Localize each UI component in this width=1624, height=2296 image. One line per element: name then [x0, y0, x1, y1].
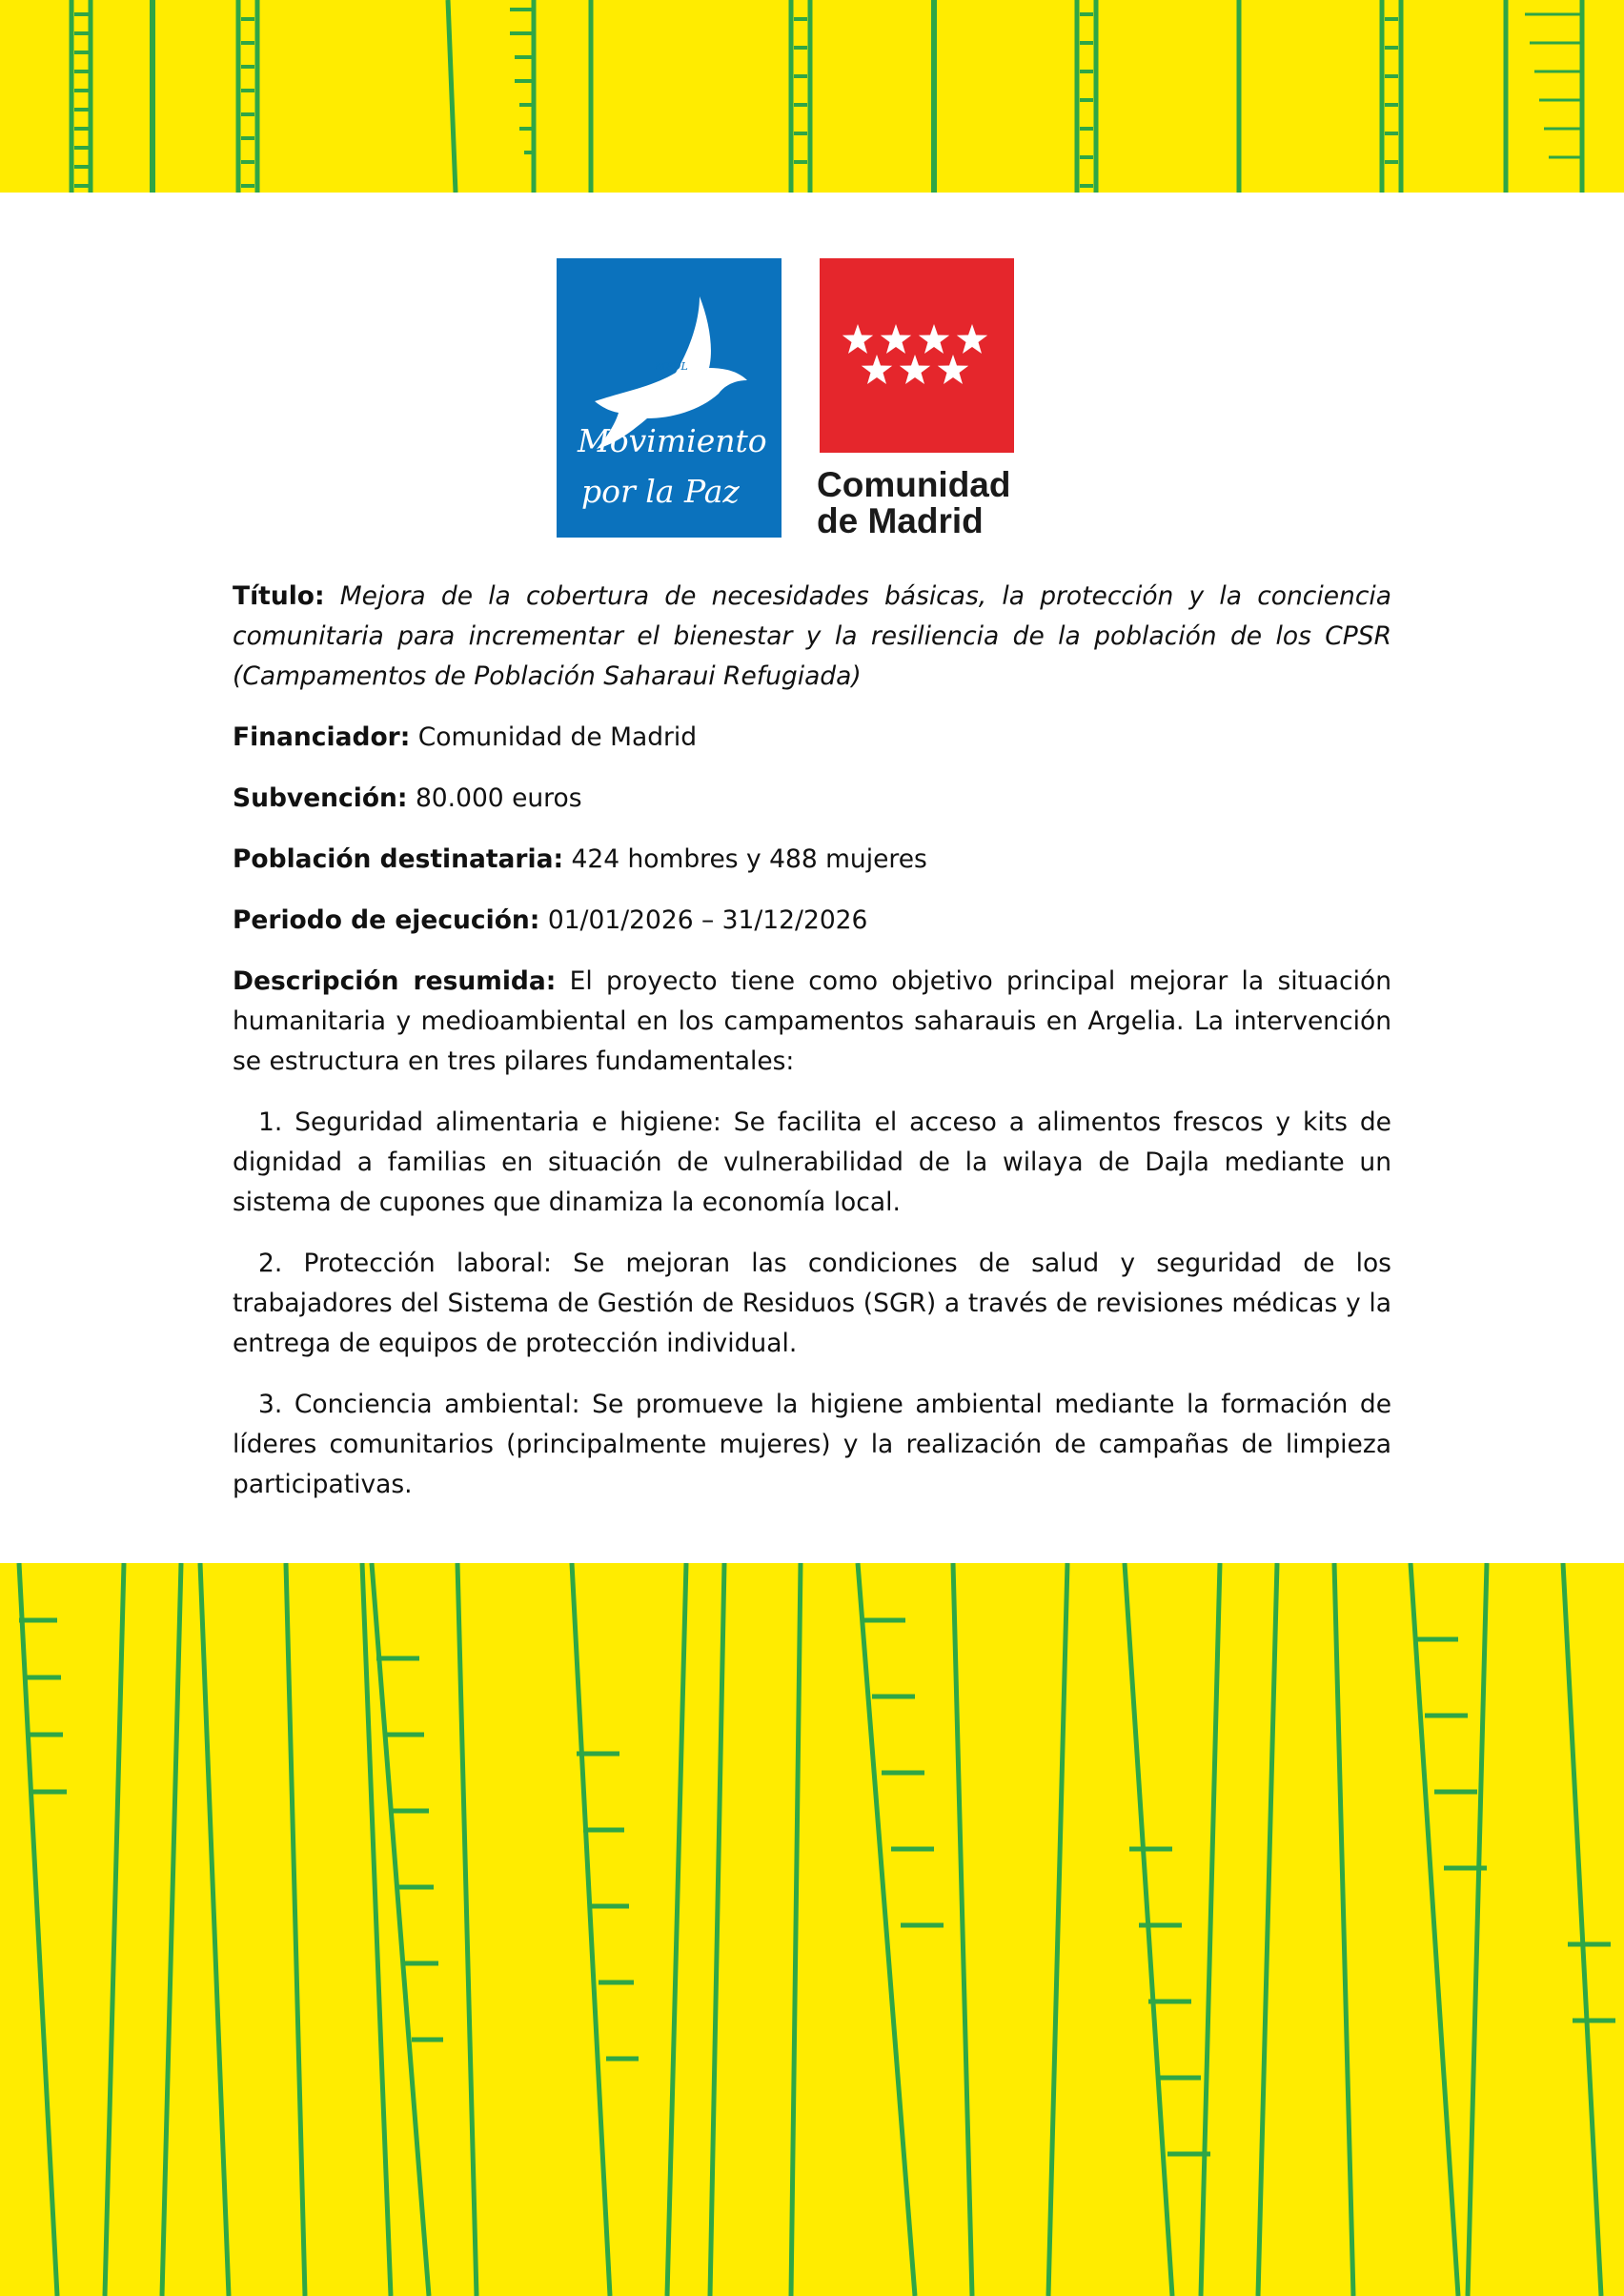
financiador-field: [233, 718, 1391, 758]
pillar-item: 3. Conciencia ambiental: Se promueve la higiene ambiental mediante la formación de líderes comunitarios (principalmente mujeres) y la realización de campañas de limpieza participativas.: [233, 1390, 1391, 1499]
top-grass-pattern: [0, 0, 1624, 193]
top-decorative-band: [0, 0, 1624, 193]
pillar-item: 2. Protección laboral: Se mejoran las condiciones de salud y seguridad de los trabajadores del Sistema de Gestión de Residuos (SGR) a través de revisiones médicas y la entrega de equipos de protección individual.: [233, 1249, 1391, 1358]
periodo-field: [233, 901, 1391, 941]
subvencion-label: Subvención:: [233, 783, 408, 813]
descripcion-label: Descripción resumida:: [233, 966, 557, 996]
cm-line-1: Comunidad: [817, 465, 1011, 504]
titulo-label: Título:: [233, 581, 325, 611]
financiador-value: Comunidad de Madrid: [417, 722, 698, 752]
descripcion-value: El proyecto tiene como objetivo principal mejorar la situación humanitaria y medioambiental en los campamentos saharauis en Argelia. La intervención se estructura en tres pilares fundamentales:: [233, 966, 1391, 1076]
poblacion-label: Población destinataria:: [233, 844, 564, 874]
descripcion-field: [233, 962, 1391, 1082]
poblacion-value: 424 hombres y 488 mujeres: [571, 844, 927, 874]
bottom-decorative-band: [0, 1563, 1624, 2296]
pillar-item: 1. Seguridad alimentaria e higiene: Se facilita el acceso a alimentos frescos y kits de dignidad a familias en situación de vulnerabilidad de la wilaya de Dajla mediante un sistema de cupones que dinamiza la economía local.: [233, 1107, 1391, 1217]
cm-line-2: de Madrid: [817, 501, 984, 540]
periodo-value: 01/01/2026 – 31/12/2026: [547, 905, 868, 935]
periodo-label: Periodo de ejecución:: [233, 905, 540, 935]
mpdl-line-1: Movimiento: [578, 422, 767, 459]
stars-icon: [820, 258, 1014, 453]
comunidad-madrid-flag: [820, 258, 1014, 453]
bottom-grass-pattern: [0, 1563, 1624, 2296]
subvencion-field: [233, 779, 1391, 819]
poblacion-field: [233, 840, 1391, 880]
mpdl-line-2: por la Paz: [581, 473, 740, 510]
mpdl-abbreviation: MPDL: [655, 360, 688, 373]
project-description: [233, 577, 1391, 1526]
comunidad-madrid-wordmark: [817, 467, 1036, 539]
titulo-value: Mejora de la cobertura de necesidades básicas, la protección y la conciencia comunitaria para incrementar el bienestar y la resiliencia de la población de los CPSR (Campamentos de Población Saharaui Refugiada): [233, 581, 1391, 691]
titulo-field: [233, 577, 1391, 697]
pillars-list: [233, 1103, 1391, 1505]
logos-row: [557, 258, 1020, 544]
financiador-label: Financiador:: [233, 722, 411, 752]
mpdl-logo: [557, 258, 782, 538]
subvencion-value: 80.000 euros: [415, 783, 582, 813]
